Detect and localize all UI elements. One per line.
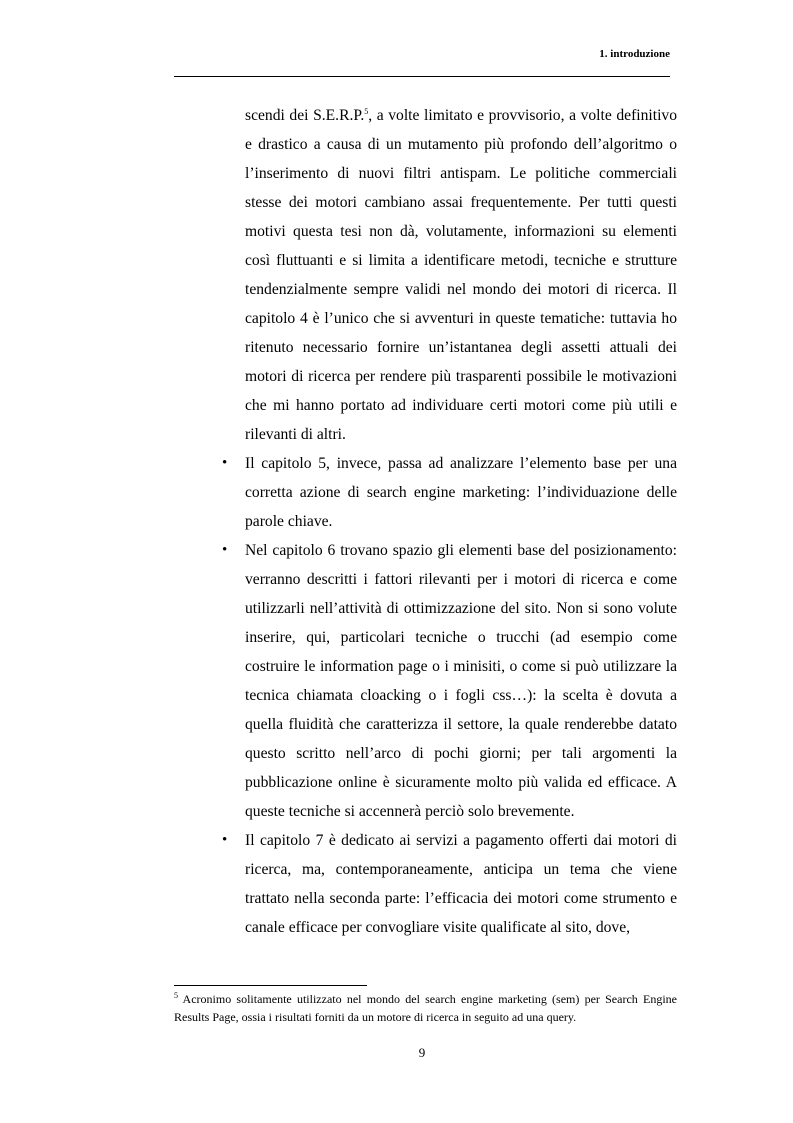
bullet-item bbox=[222, 826, 677, 942]
footnote-mark: 5 bbox=[174, 991, 178, 1000]
bullet-item bbox=[222, 536, 677, 826]
body-text bbox=[222, 101, 677, 942]
paragraph-text-end: , a volte limitato e provvisorio, a volte definitivo e drastico a causa di un mutamento più profondo dell’algoritmo o l’inserimento di nuovi filtri antispam. Le politiche commerciali stesse dei motori cambiano assai frequentemente. Per tutti questi motivi questa tesi non dà, volutamente, informazioni su elementi così fluttuanti e si limita a identificare metodi, tecniche e strutture tendenzialmente sempre validi nel mondo dei motori di ricerca. Il capitolo 4 è l’unico che si avventuri in queste tematiche: tuttavia ho ritenuto necessario fornire un’istantanea degli assetti attuali dei motori di ricerca per rendere più trasparenti possibile le motivazioni che mi hanno portato ad individuare certi motori come più utili e rilevanti di altri. bbox=[245, 107, 677, 443]
footnote-rule bbox=[174, 985, 367, 986]
page-number: 9 bbox=[418, 1045, 426, 1060]
footnote-reference: 5 bbox=[364, 106, 369, 116]
running-header: 1. introduzione bbox=[599, 48, 670, 60]
bullet-item bbox=[222, 449, 677, 536]
bullet-icon: • bbox=[222, 832, 228, 848]
footnote-text: Acronimo solitamente utilizzato nel mondo del search engine marketing (sem) per Search Engine Results Page, ossia i risultati forniti da un motore di ricerca in seguito ad una query. bbox=[174, 992, 677, 1024]
footnote bbox=[174, 990, 677, 1026]
bullet-icon: • bbox=[222, 542, 228, 558]
paragraph-text-start: scendi dei S.E.R.P. bbox=[245, 107, 365, 124]
bullet-icon: • bbox=[222, 455, 228, 471]
header-rule bbox=[174, 76, 670, 77]
bullet-item-text: Il capitolo 5, invece, passa ad analizzare l’elemento base per una corretta azione di search engine marketing: l’individuazione delle parole chiave. bbox=[245, 455, 677, 530]
bullet-item-text: Il capitolo 7 è dedicato ai servizi a pagamento offerti dai motori di ricerca, ma, contemporaneamente, anticipa un tema che viene trattato nella seconda parte: l’efficacia dei motori come strumento e canale efficace per convogliare visite qualificate al sito, dove, bbox=[245, 832, 677, 936]
bullet-item-text: Nel capitolo 6 trovano spazio gli elementi base del posizionamento: verranno descritti i fattori rilevanti per i motori di ricerca e come utilizzarli nell’attività di ottimizzazione del sito. Non si sono volute inserire, qui, particolari tecniche o trucchi (ad esempio come costruire le information page o i minisiti, o come si può utilizzare la tecnica chiamata cloacking o i fogli css…): la scelta è dovuta a quella fluidità che caratterizza il settore, la quale renderebbe datato questo scritto nell’arco di pochi giorni; per tali argomenti la pubblicazione online è sicuramente molto più valida ed efficace. A queste tecniche si accennerà perciò solo brevemente. bbox=[245, 542, 677, 820]
continued-paragraph bbox=[245, 101, 677, 449]
